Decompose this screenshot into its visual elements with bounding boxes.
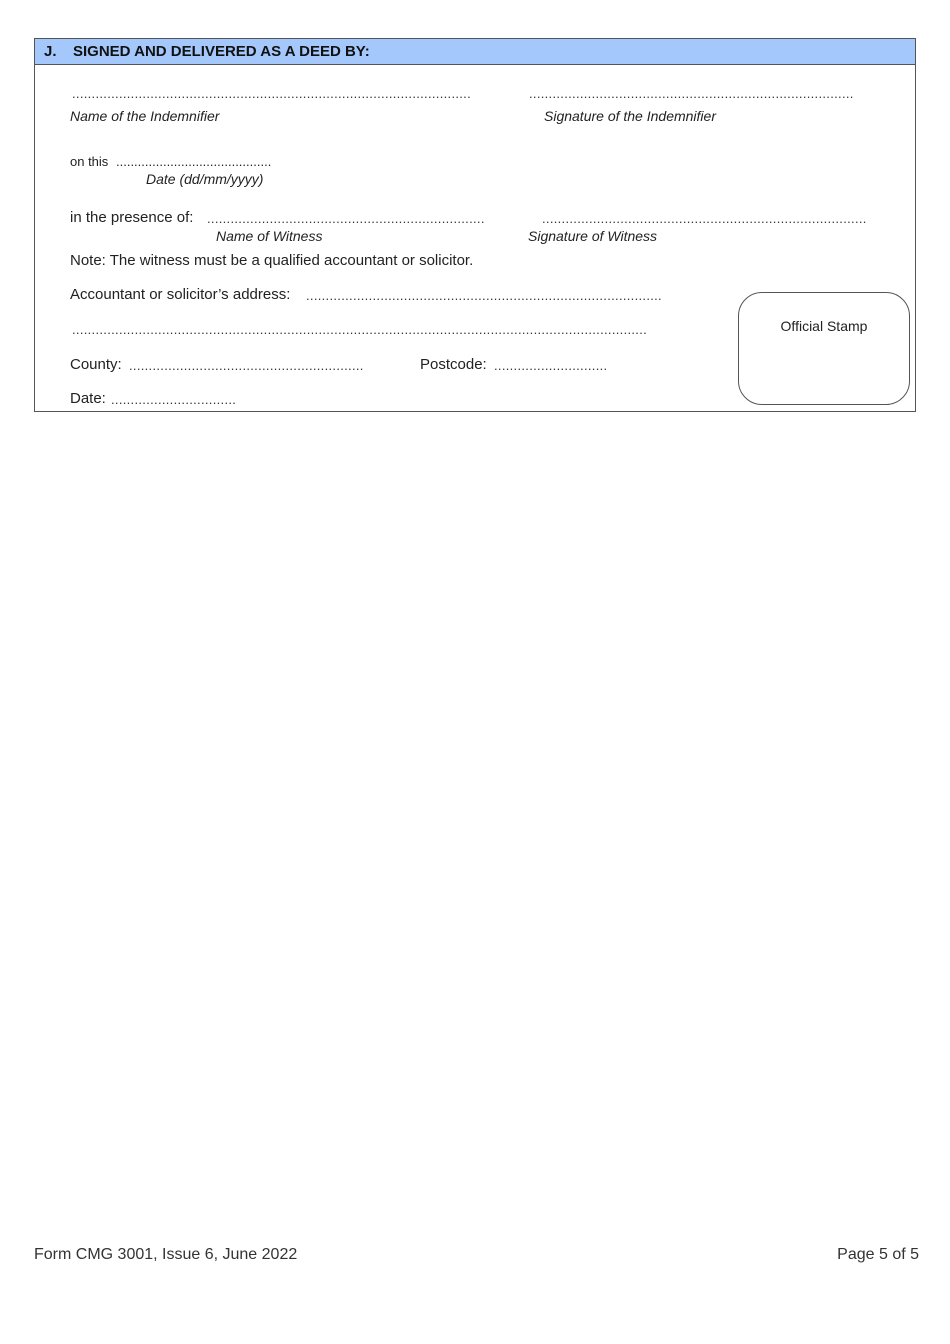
county-label: County: bbox=[70, 356, 122, 373]
postcode-field[interactable]: ............................. bbox=[494, 358, 608, 373]
deed-date-field[interactable]: ........................................... bbox=[116, 154, 272, 169]
presence-label: in the presence of: bbox=[70, 209, 194, 226]
witness-signature-field[interactable]: ................................................................................... bbox=[542, 211, 867, 226]
date-label: Date: bbox=[70, 390, 106, 407]
date-field[interactable]: ................................ bbox=[111, 392, 237, 407]
official-stamp-box bbox=[738, 292, 910, 405]
deed-date-caption: Date (dd/mm/yyyy) bbox=[146, 171, 264, 187]
address-field-line2[interactable]: ................................................................................................................................................... bbox=[72, 322, 648, 337]
section-header bbox=[35, 39, 915, 65]
indemnifier-name-caption: Name of the Indemnifier bbox=[70, 108, 220, 124]
indemnifier-signature-field[interactable]: ................................................................................... bbox=[529, 86, 854, 101]
witness-signature-caption: Signature of Witness bbox=[528, 228, 658, 244]
deed-section bbox=[34, 38, 916, 412]
form-reference: Form CMG 3001, Issue 6, June 2022 bbox=[34, 1246, 298, 1263]
indemnifier-name-field[interactable]: ...................................................................................................... bbox=[72, 86, 472, 101]
witness-name-caption: Name of Witness bbox=[216, 228, 323, 244]
witness-name-field[interactable]: ....................................................................... bbox=[207, 211, 485, 226]
section-letter: J. bbox=[44, 43, 57, 60]
postcode-label: Postcode: bbox=[420, 356, 487, 373]
section-title: SIGNED AND DELIVERED AS A DEED BY: bbox=[73, 43, 370, 60]
witness-note: Note: The witness must be a qualified accountant or solicitor. bbox=[70, 252, 474, 269]
indemnifier-signature-caption: Signature of the Indemnifier bbox=[544, 108, 716, 124]
page-number: Page 5 of 5 bbox=[837, 1246, 919, 1263]
address-field-line1[interactable]: ........................................................................................... bbox=[306, 288, 662, 303]
on-this-label: on this bbox=[70, 154, 109, 169]
official-stamp-label: Official Stamp bbox=[780, 318, 868, 334]
county-field[interactable]: ............................................................ bbox=[129, 358, 364, 373]
address-label: Accountant or solicitor’s address: bbox=[70, 286, 291, 303]
